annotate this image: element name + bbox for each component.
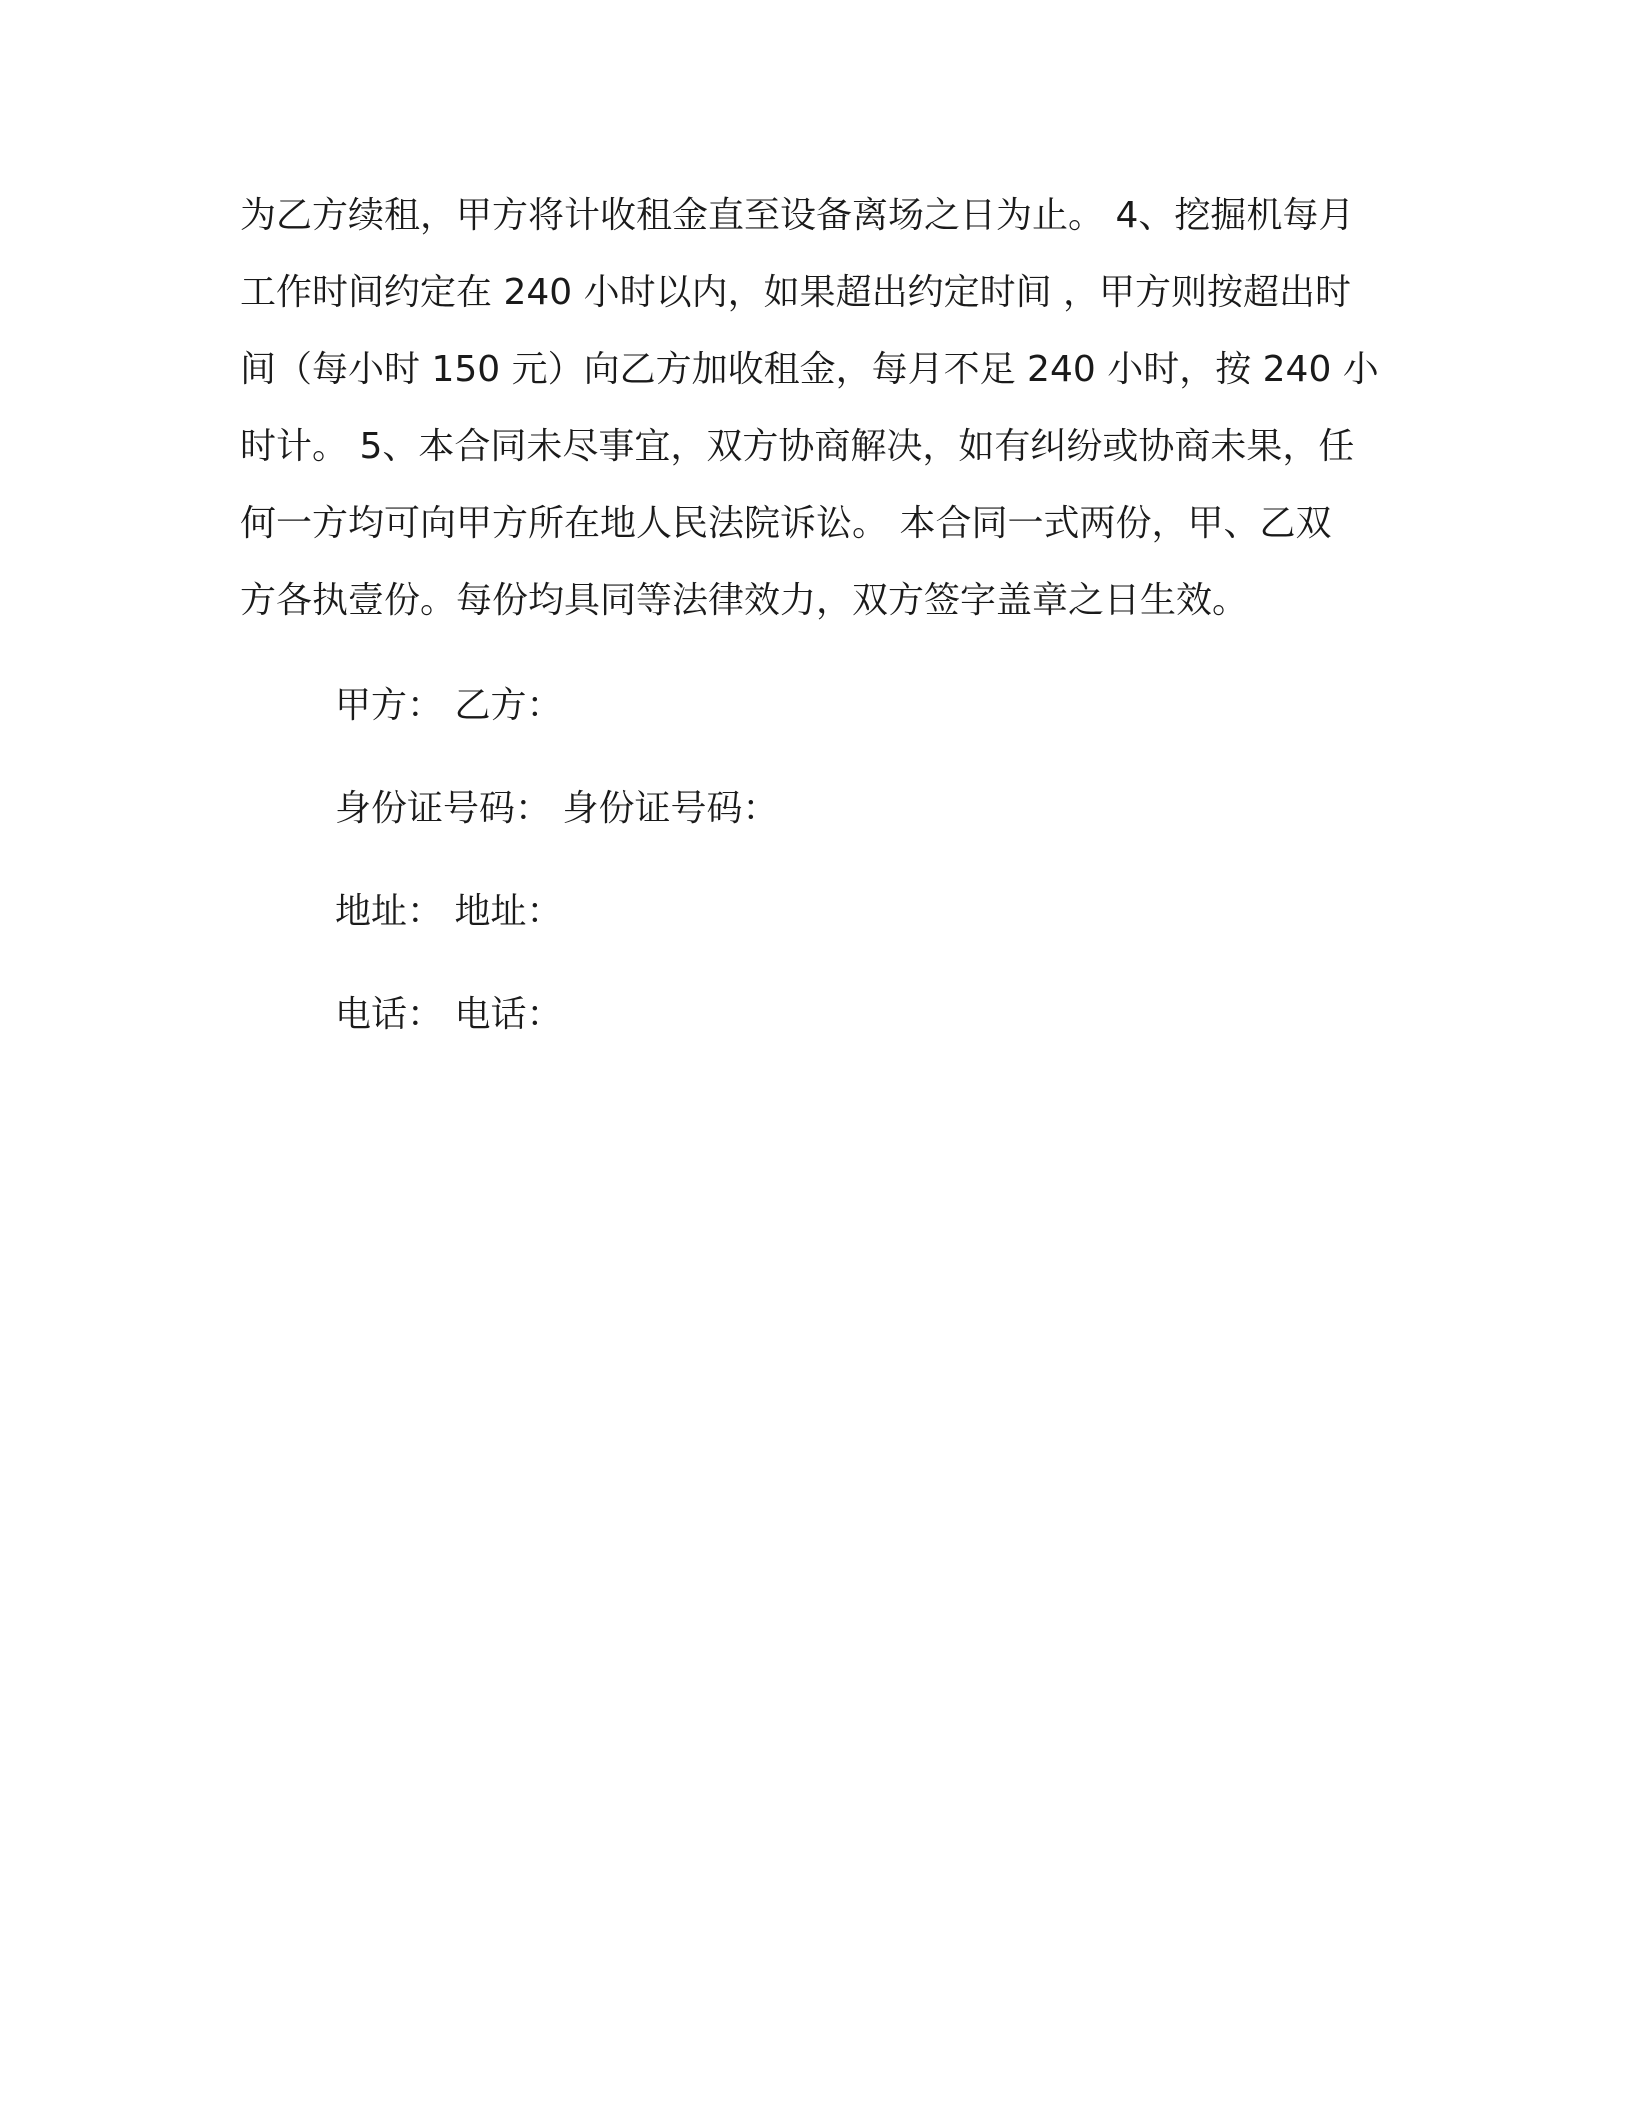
body-line: 为乙方续租，甲方将计收租金直至设备离场之日为止。 4、挖掘机每月 (240, 195, 1355, 236)
signature-id-line: 身份证号码： 身份证号码： (335, 788, 779, 829)
body-line: 何一方均可向甲方所在地人民法院诉讼。 本合同一式两份，甲、乙双 (240, 503, 1332, 544)
body-line: 工作时间约定在 240 小时以内，如果超出约定时间 ，甲方则按超出时 (240, 272, 1352, 313)
signature-party-line: 甲方： 乙方： (335, 685, 563, 726)
signature-phone-line: 电话： 电话： (335, 994, 563, 1035)
signature-address-line: 地址： 地址： (335, 891, 563, 932)
body-line: 间（每小时 150 元）向乙方加收租金，每月不足 240 小时，按 240 小 (240, 349, 1379, 390)
body-line: 方各执壹份。每份均具同等法律效力，双方签字盖章之日生效。 (240, 580, 1249, 621)
body-line: 时计。 5、本合同未尽事宜，双方协商解决，如有纠纷或协商未果，任 (240, 426, 1355, 467)
